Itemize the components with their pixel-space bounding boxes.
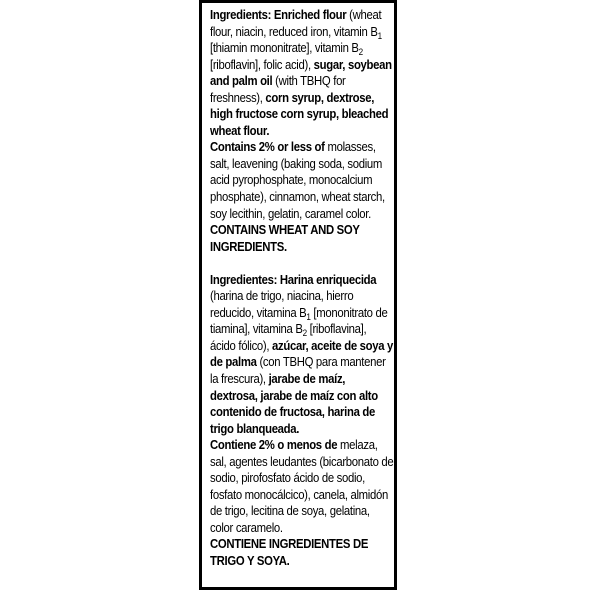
spanish-minor-paragraph <box>210 437 394 536</box>
english-allergen-statement: CONTAINS WHEAT AND SOY INGREDIENTS. <box>210 223 360 254</box>
spanish-flour-detail-a: (harina de trigo, niacina, hierro reducido, vitamina B <box>210 289 354 320</box>
spanish-allergen-statement: CONTIENE INGREDIENTES DE TRIGO Y SOYA. <box>210 537 369 568</box>
english-flour-detail-c: [riboflavin], folic acid), <box>210 57 314 72</box>
spanish-ingredients-paragraph <box>210 272 394 437</box>
language-spacer <box>210 255 388 272</box>
spanish-ingredients-heading: Ingredientes: Harina enriquecida <box>210 272 377 287</box>
english-minor-paragraph <box>210 139 394 222</box>
english-minor-ingredients: molasses, salt, leavening (baking soda, sodium acid pyrophosphate, monocalcium phosphate), cinnamon, wheat starch, soy lecithin, gelatin, caramel color. <box>210 140 385 221</box>
english-sugar-oil: sugar, soybean and palm oil <box>210 57 392 89</box>
english-enriched-flour: Enriched flour <box>273 8 347 22</box>
spanish-sugar-oil: azúcar, aceite de soya y de palma <box>210 338 394 370</box>
english-ingredients-heading: Ingredients: <box>210 8 272 22</box>
ingredients-label-panel <box>199 0 397 590</box>
spanish-subscript-1: 1 <box>306 311 311 322</box>
spanish-tbhq: (con TBHQ para mantener la frescura), <box>210 355 386 386</box>
spanish-flour-detail-c: [riboflavina], ácido fólico), <box>210 322 367 353</box>
english-contains-label: Contains 2% or less of <box>210 140 325 155</box>
spanish-contains-label: Contiene 2% o menos de <box>210 438 338 453</box>
spanish-minor-ingredients: melaza, sal, agentes leudantes (bicarbonato de sodio, pirofosfato ácido de sodio, fosfato monocálcico), canela, almidón de trigo, lecitina de soya, gelatina, color caramelo. <box>210 438 394 535</box>
english-subscript-1: 1 <box>377 30 382 41</box>
english-flour-detail-b: [thiamin mononitrate], vitamin B <box>210 41 359 56</box>
spanish-syrups: jarabe de maíz, dextrosa, jarabe de maíz con alto contenido de fructosa, harina de trigo blanqueada. <box>210 371 378 436</box>
english-ingredients-paragraph <box>210 7 394 139</box>
english-tbhq: (with TBHQ for freshness), <box>210 74 346 105</box>
english-syrups: corn syrup, dextrose, high fructose corn syrup, bleached wheat flour. <box>210 90 389 138</box>
spanish-flour-detail-b: [mononitrato de tiamina], vitamina B <box>210 305 388 337</box>
english-subscript-2: 2 <box>358 47 363 58</box>
spanish-subscript-2: 2 <box>302 328 307 339</box>
english-flour-detail-a: (wheat flour, niacin, reduced iron, vitamin B <box>210 8 382 39</box>
